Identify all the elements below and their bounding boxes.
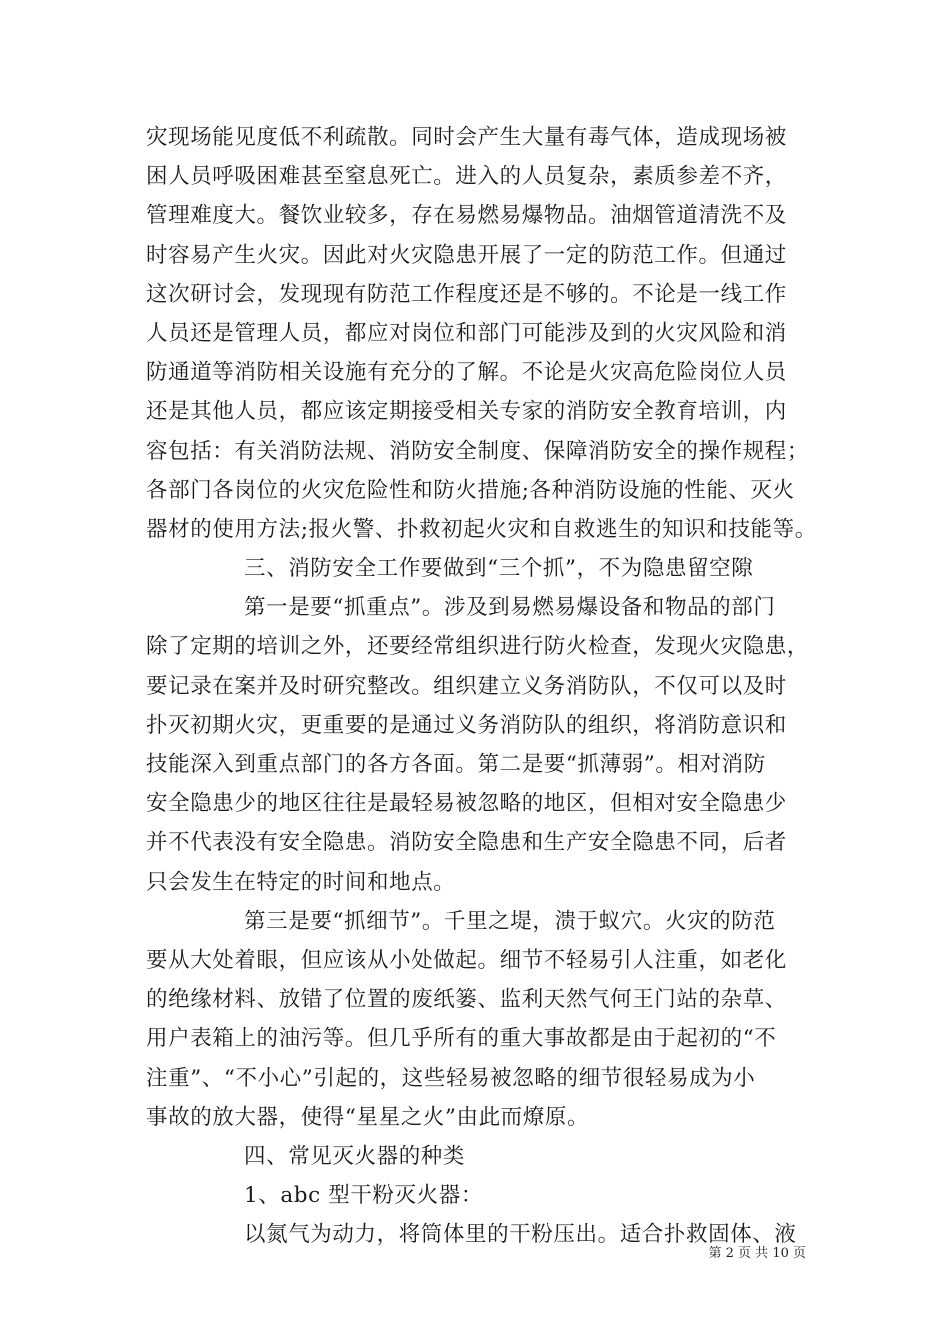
text-line: 困人员呼吸困难甚至窒息死亡。进入的人员复杂，素质参差不齐， <box>146 164 787 190</box>
text-line: 扑灭初期火灾，更重要的是通过义务消防队的组织，将消防意识和 <box>146 712 787 738</box>
text-line: 以氮气为动力，将筒体里的干粉压出。适合扑救固体、液 <box>244 1222 797 1248</box>
text-line: 时容易产生火灾。因此对火灾隐患开展了一定的防范工作。但通过 <box>146 242 787 268</box>
page-number: 第 2 页 共 10 页 <box>708 1246 806 1261</box>
text-line: 除了定期的培训之外，还要经常组织进行防火检查，发现火灾隐患， <box>146 634 810 660</box>
text-line: 这次研讨会，发现现有防范工作程度还是不够的。不论是一线工作 <box>146 281 787 307</box>
text-line: 的绝缘材料、放错了位置的废纸篓、监利天然气何王门站的杂草、 <box>146 987 787 1013</box>
text-line: 要记录在案并及时研究整改。组织建立义务消防队，不仅可以及时 <box>146 673 787 699</box>
body-text <box>146 118 826 1254</box>
text-line: 要从大处着眼，但应该从小处做起。细节不轻易引人注重，如老化 <box>146 947 787 973</box>
text-line: 三、消防安全工作要做到“三个抓”，不为隐患留空隙 <box>244 556 754 582</box>
text-line: 第一是要“抓重点”。涉及到易燃易爆设备和物品的部门 <box>244 595 776 621</box>
text-line: 技能深入到重点部门的各方各面。第二是要“抓薄弱”。相对消防 <box>146 752 766 777</box>
text-line: 并不代表没有安全隐患。消防安全隐患和生产安全隐患不同，后者 <box>146 830 787 856</box>
text-line: 用户表箱上的油污等。但几乎所有的重大事故都是由于起初的“不 <box>146 1026 777 1052</box>
text-line: 灾现场能见度低不利疏散。同时会产生大量有毒气体，造成现场被 <box>146 125 787 150</box>
text-line: 安全隐患少的地区往往是最轻易被忽略的地区，但相对安全隐患少 <box>146 791 787 817</box>
text-line: 还是其他人员，都应该定期接受相关专家的消防安全教育培训，内 <box>146 399 787 425</box>
text-line: 只会发生在特定的时间和地点。 <box>146 869 456 895</box>
text-line: 注重”、“不小心”引起的，这些轻易被忽略的细节很轻易成为小 <box>146 1065 756 1091</box>
text-line: 防通道等消防相关设施有充分的了解。不论是火灾高危险岗位人员 <box>146 360 787 386</box>
text-line: 器材的使用方法;报火警、扑救初起火灾和自救逃生的知识和技能等。 <box>146 516 817 542</box>
text-line: 第三是要“抓细节”。千里之堤，溃于蚁穴。火灾的防范 <box>244 908 776 934</box>
text-line: 事故的放大器，使得“星星之火”由此而燎原。 <box>146 1104 590 1130</box>
text-line: 管理难度大。餐饮业较多，存在易燃易爆物品。油烟管道清洗不及 <box>146 203 787 229</box>
text-line: 人员还是管理人员，都应对岗位和部门可能涉及到的火灾风险和消 <box>146 320 787 346</box>
text-line: 1、abc 型干粉灭火器： <box>244 1183 483 1209</box>
text-line: 各部门各岗位的火灾危险性和防火措施;各种消防设施的性能、灭火 <box>146 477 795 503</box>
text-line: 四、常见灭火器的种类 <box>244 1143 466 1169</box>
text-line: 容包括：有关消防法规、消防安全制度、保障消防安全的操作规程； <box>146 438 810 464</box>
